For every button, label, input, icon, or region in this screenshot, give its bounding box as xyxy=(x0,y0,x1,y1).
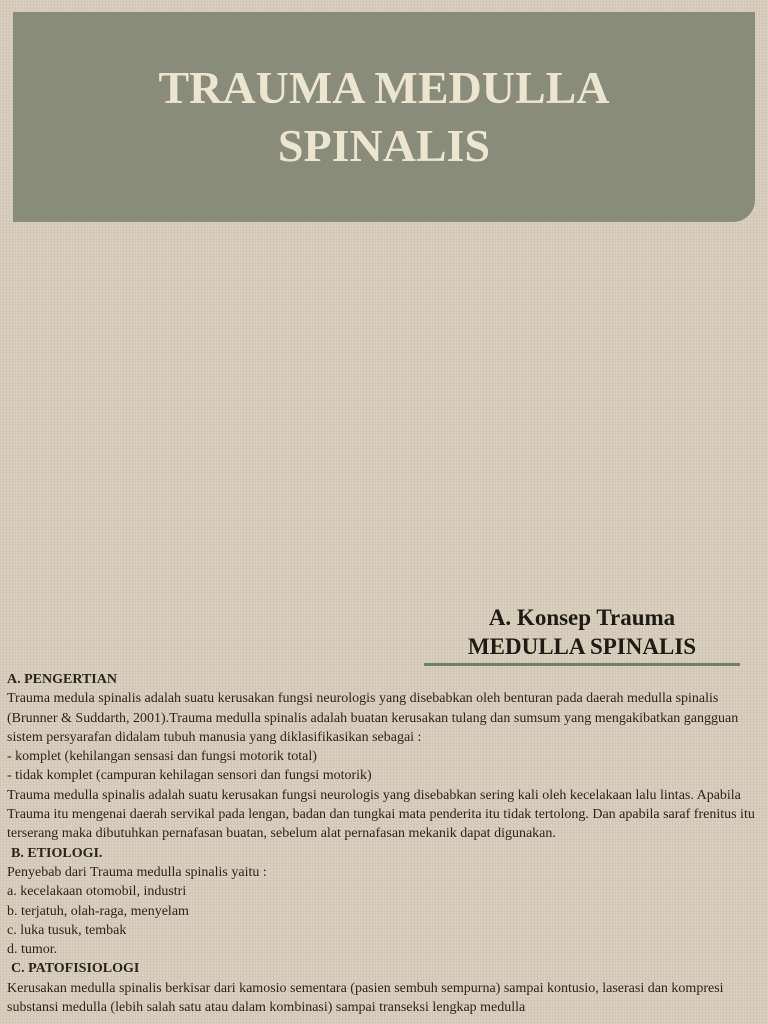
etiologi-list-item: d. tumor. xyxy=(7,942,58,958)
etiologi-list-item: a. kecelakaan otomobil, industri xyxy=(7,884,187,900)
title-banner xyxy=(13,12,755,222)
heading-etiologi: B. ETIOLOGI. xyxy=(11,845,103,861)
etiologi-list-item: b. terjatuh, olah-raga, menyelam xyxy=(7,903,189,919)
pengertian-paragraph-1: Trauma medula spinalis adalah suatu kerusakan fungsi neurologis yang disebabkan oleh benturan pada daerah medulla spinalis (Brunner & Suddarth, 2001).Trauma medulla spinalis adalah buatan kerusakan tulang dan sumsum yang mengakibatkan gangguan sistem persyarafan didalam tubuh manusia yang diklasifikasikan sebagai : xyxy=(7,691,739,745)
patofisiologi-paragraph: Kerusakan medulla spinalis berkisar dari kamosio sementara (pasien sembuh sempurna) sampai kontusio, laserasi dan kompresi substansi medulla (lebih salah satu atau dalam kombinasi) sampai transeksi lengkap medulla xyxy=(7,980,724,1016)
etiologi-list-item: c. luka tusuk, tembak xyxy=(7,922,127,938)
pengertian-list-item: - komplet (kehilangan sensasi dan fungsi motorik total) xyxy=(7,749,317,765)
subheading-divider xyxy=(424,663,740,666)
heading-patofisiologi: C. PATOFISIOLOGI xyxy=(11,961,140,977)
slide-title: TRAUMA MEDULLA SPINALIS xyxy=(158,62,610,171)
subheading-line-2: MEDULLA SPINALIS xyxy=(467,634,697,659)
section-subheading xyxy=(424,603,740,661)
pengertian-list-item: - tidak komplet (campuran kehilagan sensori dan fungsi motorik) xyxy=(7,768,372,784)
pengertian-paragraph-2: Trauma medulla spinalis adalah suatu kerusakan fungsi neurologis yang disebabkan sering kali oleh kecelakaan lalu lintas. Apabila Trauma itu mengenai daerah servikal pada lengan, badan dan tungkai mata penderita itu tidak tertolong. Dan apabila saraf frenitus itu terserang maka dibutuhkan pernafasan buatan, sebelum alat pernafasan mekanik dapat digunakan. xyxy=(7,787,755,842)
heading-pengertian: A. PENGERTIAN xyxy=(7,672,117,687)
document-body xyxy=(7,670,763,1017)
etiologi-intro: Penyebab dari Trauma medulla spinalis yaitu : xyxy=(7,864,267,880)
subheading-line-1: A. Konsep Trauma xyxy=(488,605,676,630)
